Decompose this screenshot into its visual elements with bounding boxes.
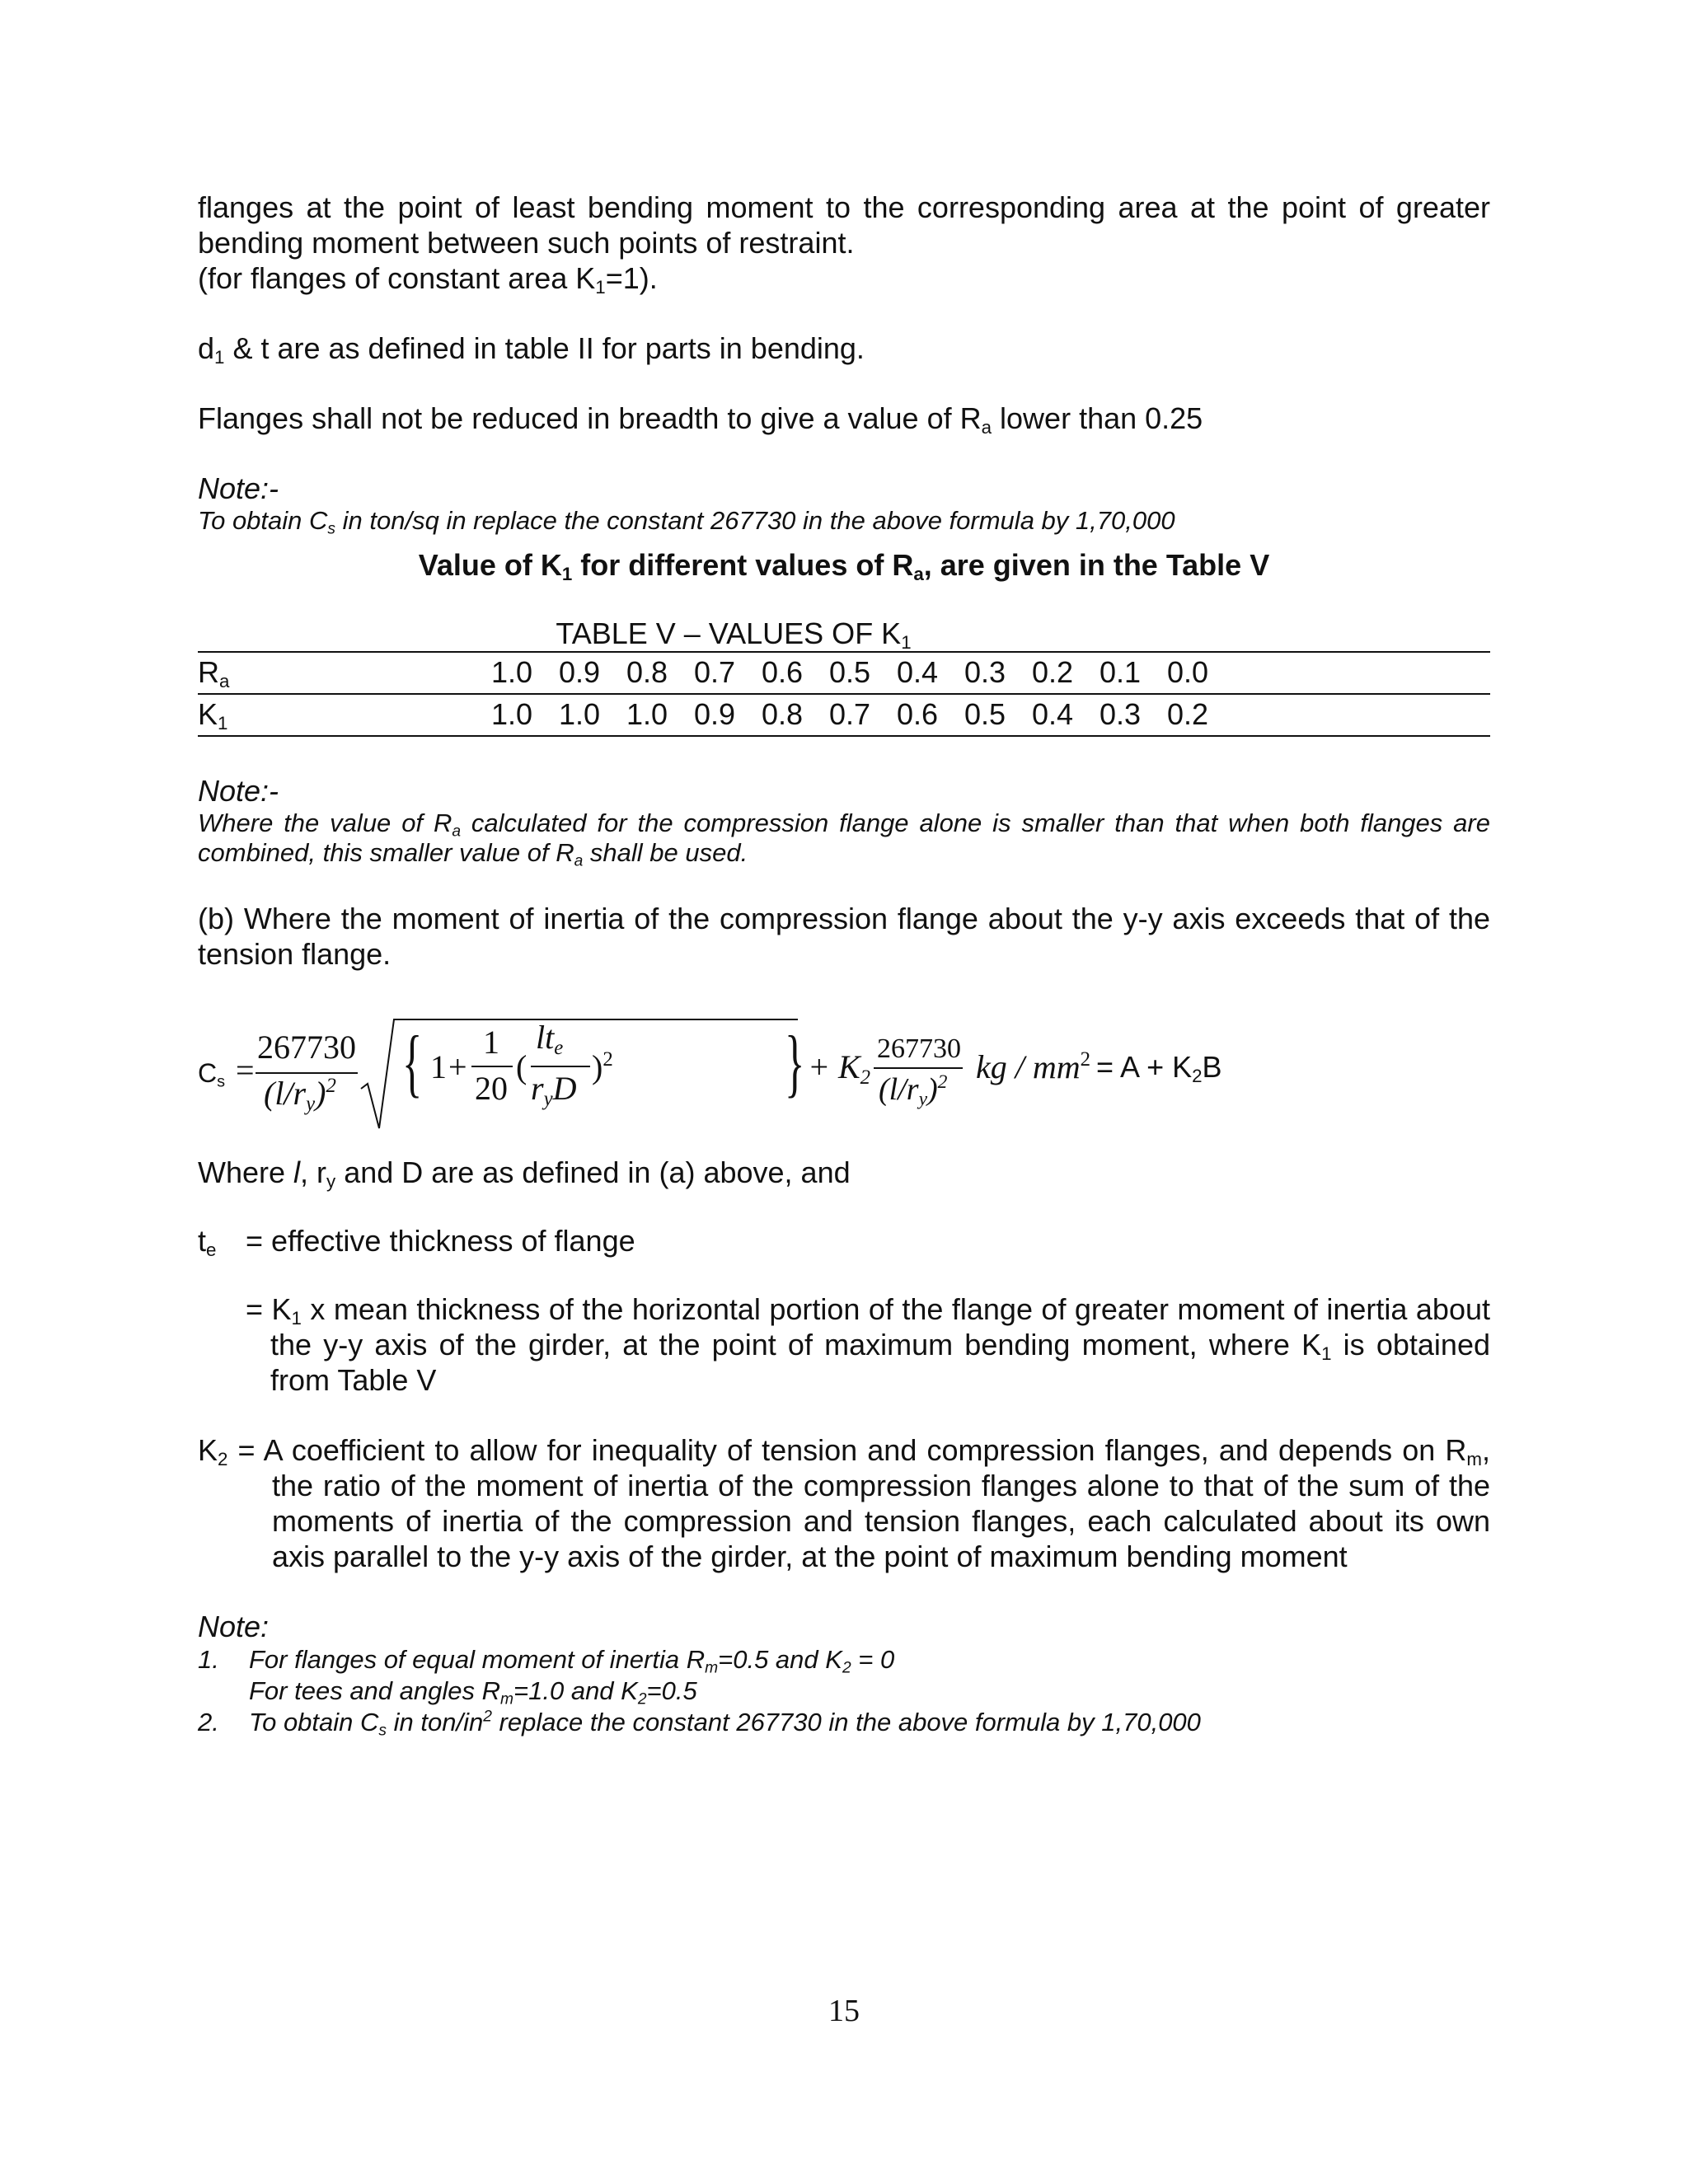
note-heading: Note:-: [198, 471, 279, 505]
table-row-k1: [198, 694, 1490, 736]
text: in ton/sq in replace the constant 267730 in the above formula by 1,70,000: [335, 506, 1175, 535]
formula-units: kg / $mm^2$: [976, 1048, 1091, 1085]
cell: 1.0: [490, 697, 533, 731]
text: Value of K: [418, 548, 562, 582]
fraction-bar: [471, 1066, 513, 1067]
note-text: [198, 506, 1490, 536]
fraction-bar: [256, 1072, 358, 1074]
cell: 0.0: [1166, 655, 1209, 689]
page-content: [198, 190, 1490, 1738]
cell: 0.4: [896, 655, 939, 689]
text: calculated for the compression flange alone is smaller than that when both flanges are combined, this smaller value of R: [198, 808, 1490, 867]
cell: 0.5: [828, 655, 871, 689]
note-heading: Note:-: [198, 774, 279, 808]
cell: 0.3: [964, 655, 1006, 689]
cell: 1.0: [558, 697, 601, 731]
formula-plus: +: [448, 1048, 467, 1085]
row-label: $K_1$: [198, 697, 228, 734]
frac2-denominator: $r_yD$: [531, 1070, 577, 1110]
frac2-numerator: $lt_e$: [536, 1019, 564, 1059]
brace-close: }: [785, 1020, 805, 1104]
cell-empty: [1221, 694, 1490, 736]
cell: 0.9: [693, 697, 736, 731]
subscript: a: [574, 852, 584, 870]
cell: 0.4: [1031, 697, 1074, 731]
cell: 1.0: [490, 655, 533, 689]
cell: 0.8: [761, 697, 804, 731]
subscript: 1: [595, 277, 606, 298]
definition-te: [198, 1223, 1490, 1261]
formula-tail: = $A + K_2B$: [1096, 1050, 1222, 1087]
fraction-bar: [531, 1066, 590, 1067]
note-list: [198, 1644, 1490, 1738]
text: , r: [300, 1155, 327, 1189]
text: Flanges shall not be reduced in breadth to give a value of R: [198, 401, 982, 435]
text: TABLE V – VALUES OF K: [556, 616, 902, 650]
text: for different values of R: [572, 548, 914, 582]
note-text: [198, 808, 1490, 868]
definition-te-detail: [246, 1291, 1490, 1398]
frac1-numerator: 1: [483, 1024, 499, 1061]
cell-empty: [1221, 652, 1490, 694]
formula-equals: =: [236, 1052, 255, 1089]
text: and D are as defined in (a) above, and: [335, 1155, 851, 1189]
text: d: [198, 331, 215, 365]
paragraph-flange-breadth: [198, 401, 1490, 436]
cell: 0.9: [558, 655, 601, 689]
table-title: [445, 616, 1022, 654]
subscript: a: [452, 823, 462, 841]
subscript: 1: [901, 632, 912, 654]
cell: 0.7: [828, 697, 871, 731]
text: (for flanges of constant area K: [198, 261, 596, 295]
subscript: s: [327, 520, 336, 538]
formula-denominator-2: $(l/r_y)^2$: [879, 1071, 948, 1110]
cell: 0.2: [1031, 655, 1074, 689]
list-item: 1. For flanges of equal moment of inertia $R_m=0.5$ and $K_2 = 0$ For tees and angles $R_m=1.0$ and $K_2=0.5$: [198, 1645, 895, 1708]
subscript: y: [326, 1171, 336, 1193]
subscript: a: [913, 564, 924, 585]
paragraph-d1: [198, 330, 1490, 366]
text: flanges at the point of least bending moment to the corresponding area at the point of greater bending moment between such points of restraint.: [198, 190, 1490, 260]
paragraph-b: (b) Where the moment of inertia of the compression flange about the y-y axis exceeds that of the tension flange.: [198, 902, 1490, 971]
cell: 0.1: [1099, 655, 1142, 689]
text: = $K_1$ x mean thickness of the horizontal portion of the flange of greater moment of inertia about the y-y axis of the girder, at the point of maximum bending moment, where $K_1$ is obtained from Table V: [246, 1292, 1490, 1397]
table-heading: [198, 547, 1490, 583]
row-label: $R_a$: [198, 655, 230, 692]
cell: 0.6: [761, 655, 804, 689]
note-heading: Note:: [198, 1610, 270, 1643]
fraction-bar: [874, 1067, 963, 1069]
formula-denominator: $(l/r_y)^2$: [264, 1075, 336, 1115]
text: & t are as defined in table II for parts in bending.: [224, 331, 865, 365]
cell: 0.6: [896, 697, 939, 731]
formula-one: 1: [430, 1048, 447, 1085]
cell: 0.2: [1166, 697, 1209, 731]
table-values: [198, 651, 1490, 737]
formula-lhs: $C_s$: [198, 1058, 226, 1091]
paragraph-where: [198, 1155, 1490, 1193]
symbol-te: $t_e$: [198, 1224, 217, 1261]
cell: 0.3: [1099, 697, 1142, 731]
text: shall be used.: [583, 838, 748, 867]
text: Where: [198, 1155, 294, 1189]
table-row-ra: [198, 652, 1490, 694]
formula-plus-k2: + $K_2$: [808, 1048, 871, 1089]
text: lower than 0.25: [992, 401, 1203, 435]
subscript: 1: [214, 347, 225, 368]
text: Where the value of R: [198, 808, 452, 837]
formula-cs: [198, 1013, 1490, 1137]
sqrt-symbol: [358, 1013, 803, 1137]
formula-constant: 267730: [257, 1029, 356, 1066]
close-paren: )$^2$: [592, 1048, 613, 1085]
cell: 1.0: [626, 697, 668, 731]
page-number: 15: [828, 1994, 860, 2028]
text: , are given in the Table V: [923, 548, 1270, 582]
list-item: 2. To obtain $C_s$ in ton/$in^2$ replace the constant 267730 in the above formula by 1,70,000: [198, 1708, 1201, 1740]
text: To obtain C: [198, 506, 328, 535]
table-v: [198, 616, 1490, 737]
text: l: [293, 1155, 301, 1189]
brace-open: {: [402, 1020, 423, 1104]
formula-constant-2: 267730: [877, 1033, 961, 1064]
subscript: 1: [561, 564, 573, 585]
subscript: a: [981, 417, 992, 438]
cell: 0.8: [626, 655, 668, 689]
paragraph-flanges: [198, 190, 1490, 296]
cell: 0.5: [964, 697, 1006, 731]
text: =1).: [605, 261, 658, 295]
definition-body: = effective thickness of flange: [246, 1224, 635, 1258]
cell: 0.7: [693, 655, 736, 689]
definition-k2: $K_2 = A$ coefficient to allow for inequality of tension and compression flanges, and depends on $R_m$, the ratio of the moment of inertia of the compression flanges alone to that of the sum of the moments of inertia of the compression and tension flanges, each calculated about its own axis parallel to the y-y axis of the girder, at the point of maximum bending moment: [198, 1433, 1490, 1573]
frac1-denominator: 20: [475, 1070, 508, 1107]
open-paren: (: [516, 1048, 528, 1085]
